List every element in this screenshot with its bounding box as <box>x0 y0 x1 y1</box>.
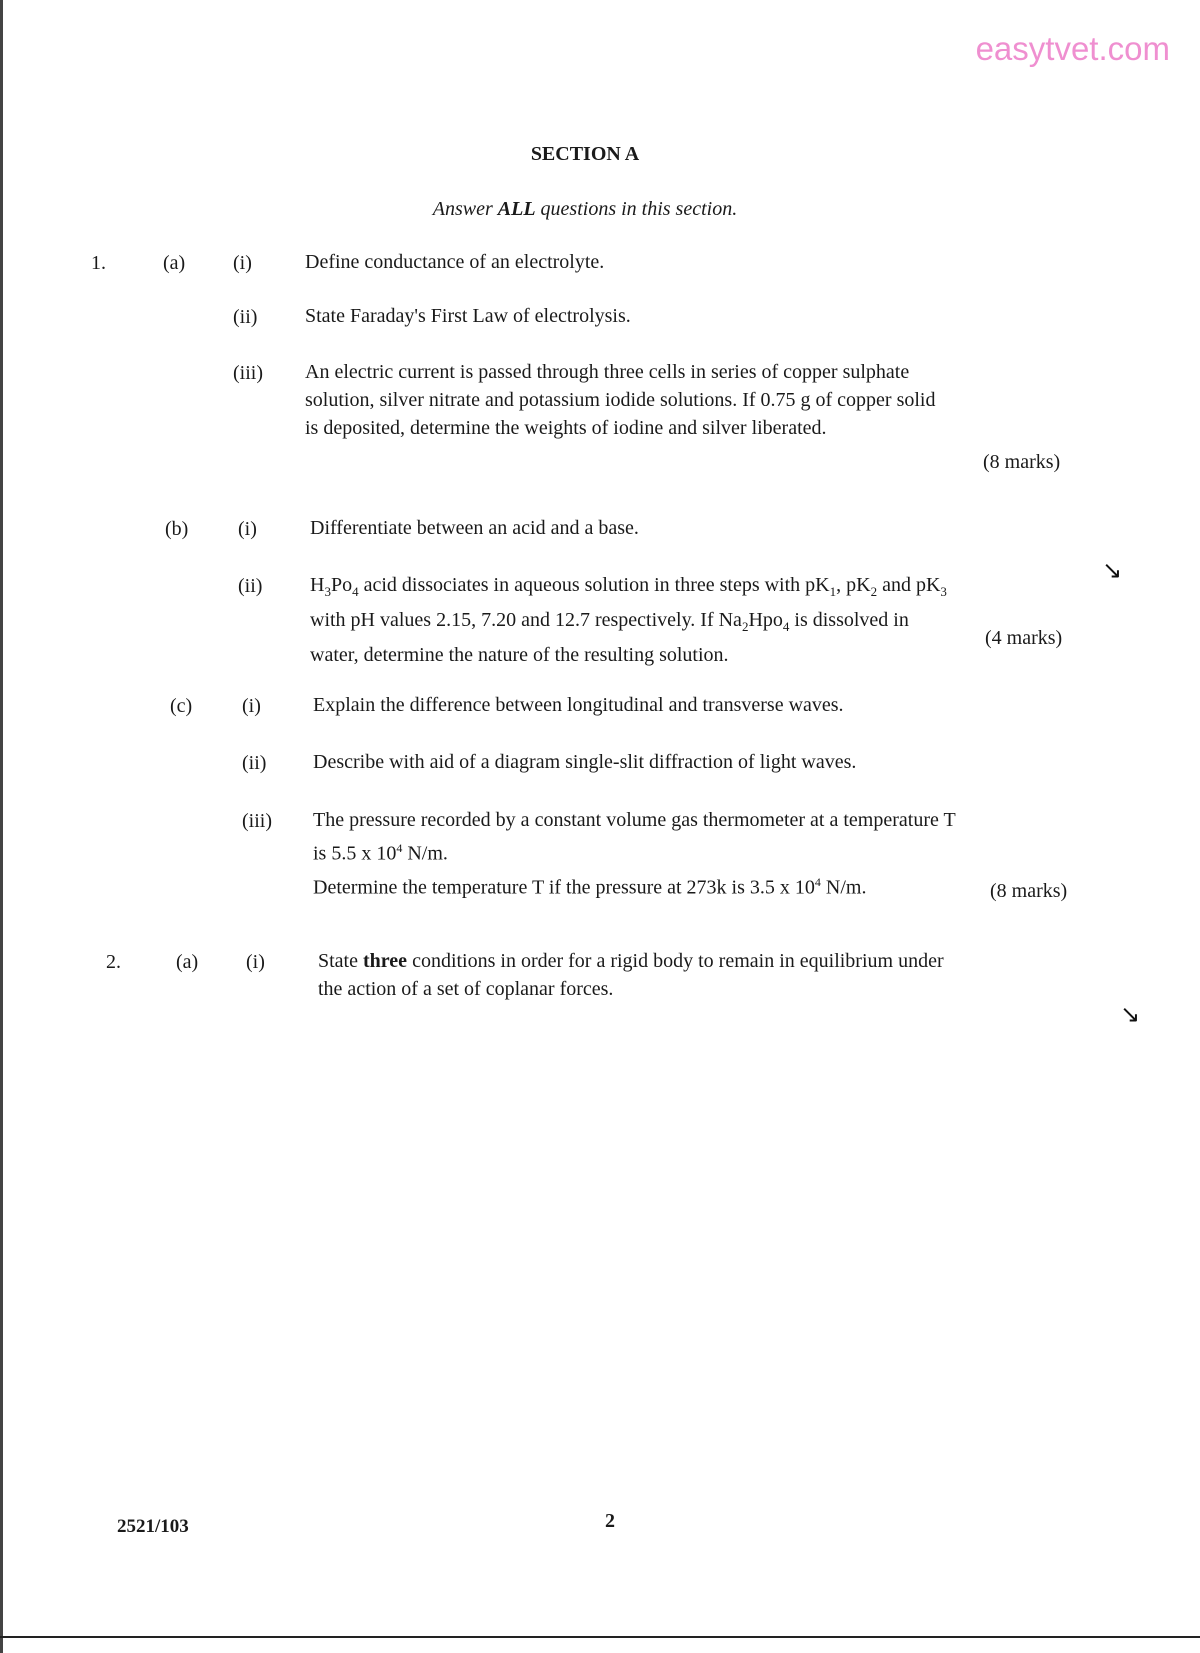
watermark: easytvet.com <box>975 30 1170 67</box>
q2-part-a-label: (a) <box>176 951 199 973</box>
q1c-marks: (8 marks) <box>990 880 1068 902</box>
q1a-ii-text: State Faraday's First Law of electrolysis. <box>305 305 631 327</box>
q1a-marks: (8 marks) <box>983 451 1061 473</box>
q1c-ii-text: Describe with aid of a diagram single-slit diffraction of light waves. <box>313 751 857 773</box>
q1c-iii-label: (iii) <box>242 810 272 832</box>
margin-tick-icon: ↘ <box>1102 556 1123 584</box>
question-1-number: 1. <box>91 252 106 274</box>
q1-part-a-label: (a) <box>163 252 186 274</box>
q1c-i-label: (i) <box>242 695 261 717</box>
q1a-i-label: (i) <box>233 252 252 274</box>
q1c-iii-text: The pressure recorded by a constant volume gas thermometer at a temperature T is 5.5 x $10^4$ N/m. Determine the temperature T if the pressure at 273k is 3.5 x $10^4$ N/m. <box>313 809 956 899</box>
q1b-i-label: (i) <box>238 518 257 540</box>
q1a-i-text: Define conductance of an electrolyte. <box>305 251 605 273</box>
section-title: SECTION A <box>530 143 640 165</box>
q1-part-c-label: (c) <box>170 695 193 717</box>
q1c-i-text: Explain the difference between longitudinal and transverse waves. <box>313 694 844 716</box>
paper-code: 2521/103 <box>117 1516 189 1537</box>
margin-tick-icon: ↘ <box>1120 1000 1141 1028</box>
q1a-ii-label: (ii) <box>233 306 258 328</box>
q1-part-b-label: (b) <box>165 518 189 540</box>
section-instruction: Answer ALL questions in this section. <box>432 198 738 220</box>
q1b-ii-text: $H_3Po_4$ acid dissociates in aqueous solution in three steps with $pK_1$, $pK_2$ and $pK_3$ with pH values 2.15, 7.20 and 12.7 respectively. If $Na_2Hpo_4$ is dissolved in water, determine the nature of the resulting solution. <box>310 574 947 666</box>
q1b-i-text: Differentiate between an acid and a base. <box>310 517 639 539</box>
q1c-ii-label: (ii) <box>242 752 267 774</box>
q1b-ii-label: (ii) <box>238 575 263 597</box>
q1a-iii-label: (iii) <box>233 362 263 384</box>
q2a-i-text: State three conditions in order for a rigid body to remain in equilibrium under the action of a set of coplanar forces. <box>318 950 944 1000</box>
q2a-i-label: (i) <box>246 951 265 973</box>
q1a-iii-text: An electric current is passed through three cells in series of copper sulphate solution, silver nitrate and potassium iodide solutions. If 0.75 g of copper solid is deposited, determine the weights of iodine and silver liberated. <box>305 361 936 439</box>
page-number: 2 <box>605 1510 615 1532</box>
question-2-number: 2. <box>106 951 121 973</box>
bottom-rule <box>0 1636 1200 1638</box>
page-left-edge <box>0 0 3 1653</box>
q1b-marks: (4 marks) <box>985 627 1063 649</box>
